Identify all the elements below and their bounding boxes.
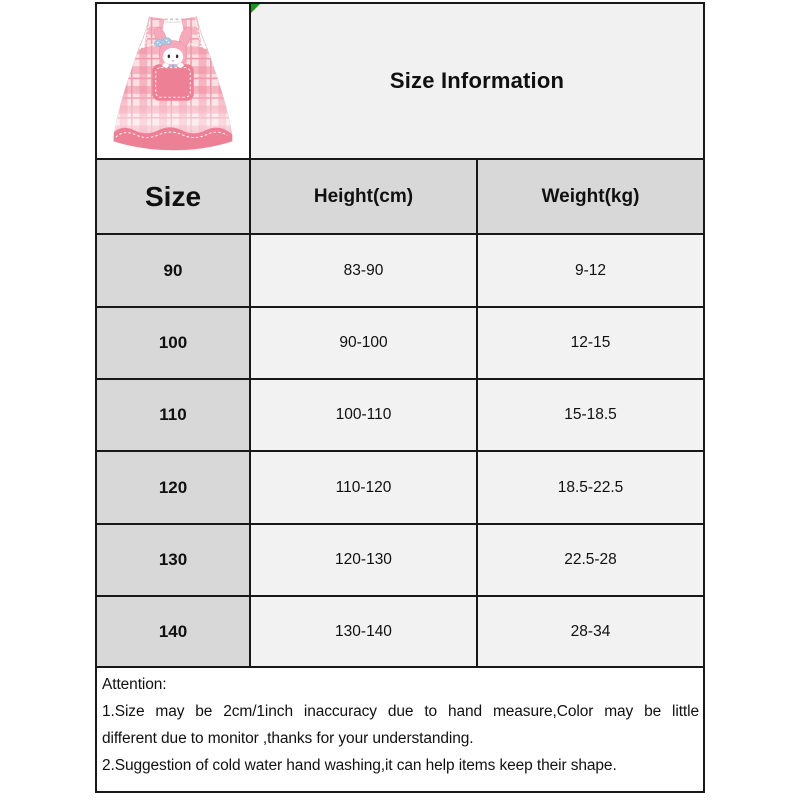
corner-flag-icon: [251, 4, 260, 13]
attention-line: 1.Size may be 2cm/1inch inaccuracy due to hand measure,Color may be little: [102, 703, 699, 720]
product-photo: [98, 5, 248, 157]
weight-cell: 18.5-22.5: [478, 452, 703, 523]
page-title: Size Information: [389, 68, 565, 93]
weight-cell: 22.5-28: [478, 525, 703, 595]
column-header-size: Size: [97, 160, 249, 233]
column-header-weight: Weight(kg): [478, 160, 703, 233]
height-cell: 100-110: [251, 380, 476, 450]
attention-line: 2.Suggestion of cold water hand washing,it can help items keep their shape.: [102, 757, 617, 774]
weight-cell: 9-12: [478, 235, 703, 306]
product-photo-cell: [97, 4, 249, 158]
attention-line: Attention:: [102, 676, 167, 693]
attention-line: different due to monitor ,thanks for your understanding.: [102, 730, 474, 747]
size-information-title-cell: [251, 4, 703, 158]
weight-cell: 12-15: [478, 308, 703, 378]
size-cell: 100: [97, 308, 249, 378]
size-cell: 130: [97, 525, 249, 595]
height-cell: 130-140: [251, 597, 476, 666]
size-chart-table: [95, 2, 705, 793]
weight-cell: 28-34: [478, 597, 703, 666]
height-cell: 120-130: [251, 525, 476, 595]
size-cell: 90: [97, 235, 249, 306]
column-header-height: Height(cm): [251, 160, 476, 233]
size-cell: 140: [97, 597, 249, 666]
size-cell: 120: [97, 452, 249, 523]
size-cell: 110: [97, 380, 249, 450]
dress-pocket: [152, 63, 193, 101]
weight-cell: 15-18.5: [478, 380, 703, 450]
attention-notes: [97, 668, 703, 791]
height-cell: 90-100: [251, 308, 476, 378]
height-cell: 110-120: [251, 452, 476, 523]
height-cell: 83-90: [251, 235, 476, 306]
